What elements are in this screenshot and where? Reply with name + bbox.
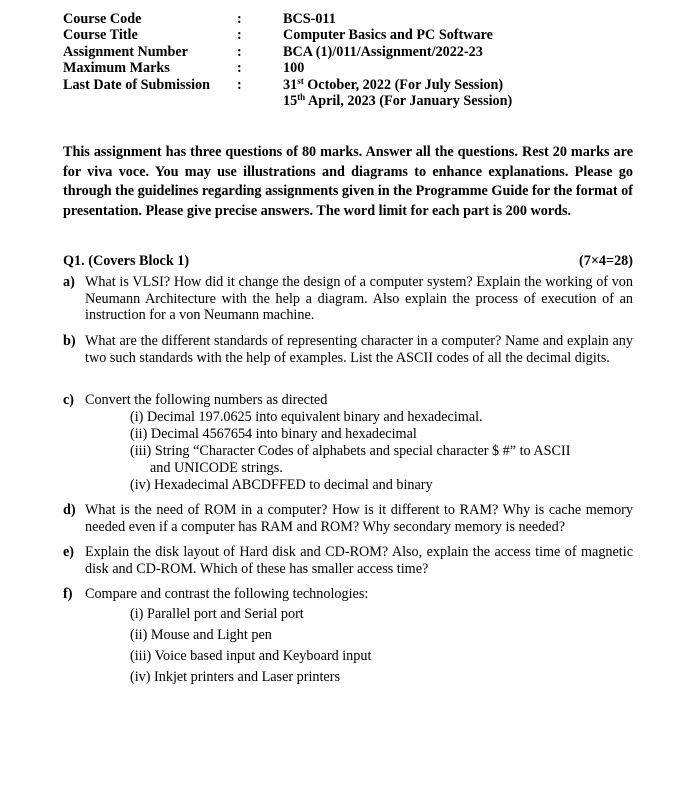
meta-value: BCA (1)/011/Assignment/2022-23	[283, 43, 483, 60]
part-label: d)	[63, 502, 76, 518]
date-day: 15	[283, 92, 298, 109]
part-f-item-3: (iii) Voice based input and Keyboard input	[130, 648, 372, 664]
part-text: Compare and contrast the following technologies:	[85, 586, 369, 602]
meta-value: 100	[283, 60, 305, 77]
question-part-d	[63, 502, 633, 535]
date-day: 31	[283, 76, 298, 93]
meta-value: Computer Basics and PC Software	[283, 27, 493, 44]
meta-colon: :	[237, 43, 242, 60]
instructions-paragraph: This assignment has three questions of 80 marks. Answer all the questions. Rest 20 marks are for viva voce. You may use illustrations and diagrams to enhance explanations. Please go through the guidelines regarding assignments given in the Programme Guide for the format of presentation. Please give precise answers. The word limit for each part is 200 words.	[63, 144, 633, 219]
question-title: Q1. (Covers Block 1)	[63, 253, 190, 269]
last-date-january	[283, 93, 512, 109]
meta-key: Assignment Number	[63, 43, 188, 60]
question-part-f	[63, 586, 633, 603]
part-label: f)	[63, 586, 73, 602]
part-c-item-2: (ii) Decimal 4567654 into binary and hexadecimal	[130, 426, 417, 442]
date-rest: October, 2022 (For July Session)	[303, 76, 504, 93]
meta-key: Last Date of Submission	[63, 76, 211, 93]
meta-key: Course Code	[63, 11, 142, 27]
date-suffix: th	[297, 91, 306, 102]
part-f-item-4: (iv) Inkjet printers and Laser printers	[130, 669, 340, 685]
meta-colon: :	[237, 27, 242, 44]
part-text: What is the need of ROM in a computer? How is it different to RAM? Why is cache memory needed even if a computer has RAM and ROM? Why secondary memory is needed?	[85, 502, 633, 535]
question-heading	[63, 253, 633, 270]
last-date-july	[283, 77, 503, 94]
part-c-item-3: (iii) String “Character Codes of alphabets and special character $ #” to ASCII	[130, 443, 571, 459]
part-label: e)	[63, 544, 75, 560]
question-part-a	[63, 274, 633, 324]
part-c-item-4: (iv) Hexadecimal ABCDFFED to decimal and binary	[130, 477, 433, 493]
part-c-item-1: (i) Decimal 197.0625 into equivalent binary and hexadecimal.	[130, 409, 483, 425]
part-c-item-3-cont: and UNICODE strings.	[150, 460, 283, 476]
date-suffix: st	[297, 75, 304, 86]
meta-key: Maximum Marks	[63, 60, 170, 77]
part-f-item-1: (i) Parallel port and Serial port	[130, 606, 304, 622]
meta-colon: :	[237, 60, 242, 77]
question-part-c	[63, 392, 633, 409]
question-part-b	[63, 333, 633, 366]
meta-colon: :	[237, 11, 242, 27]
date-rest: April, 2023 (For January Session)	[305, 92, 513, 109]
part-text: Convert the following numbers as directed	[85, 392, 328, 408]
part-f-item-2: (ii) Mouse and Light pen	[130, 627, 272, 643]
meta-key: Course Title	[63, 27, 138, 44]
part-label: a)	[63, 274, 75, 290]
part-label: c)	[63, 392, 75, 408]
question-marks: (7×4=28)	[579, 253, 633, 269]
part-text: What are the different standards of representing character in a computer? Name and explain any two such standards with the help of examples. List the ASCII codes of all the decimal digits.	[85, 333, 633, 366]
question-part-e	[63, 544, 633, 577]
part-text: Explain the disk layout of Hard disk and CD-ROM? Also, explain the access time of magnetic disk and CD-ROM. Which of these has smaller access time?	[85, 544, 633, 577]
meta-value: BCS-011	[283, 11, 336, 27]
part-text: What is VLSI? How did it change the design of a computer system? Explain the working of von Neumann Architecture with the help a diagram. Also explain the process of execution of an instruction for a von Neumann machine.	[85, 274, 633, 324]
meta-colon: :	[237, 76, 242, 93]
part-label: b)	[63, 333, 76, 349]
